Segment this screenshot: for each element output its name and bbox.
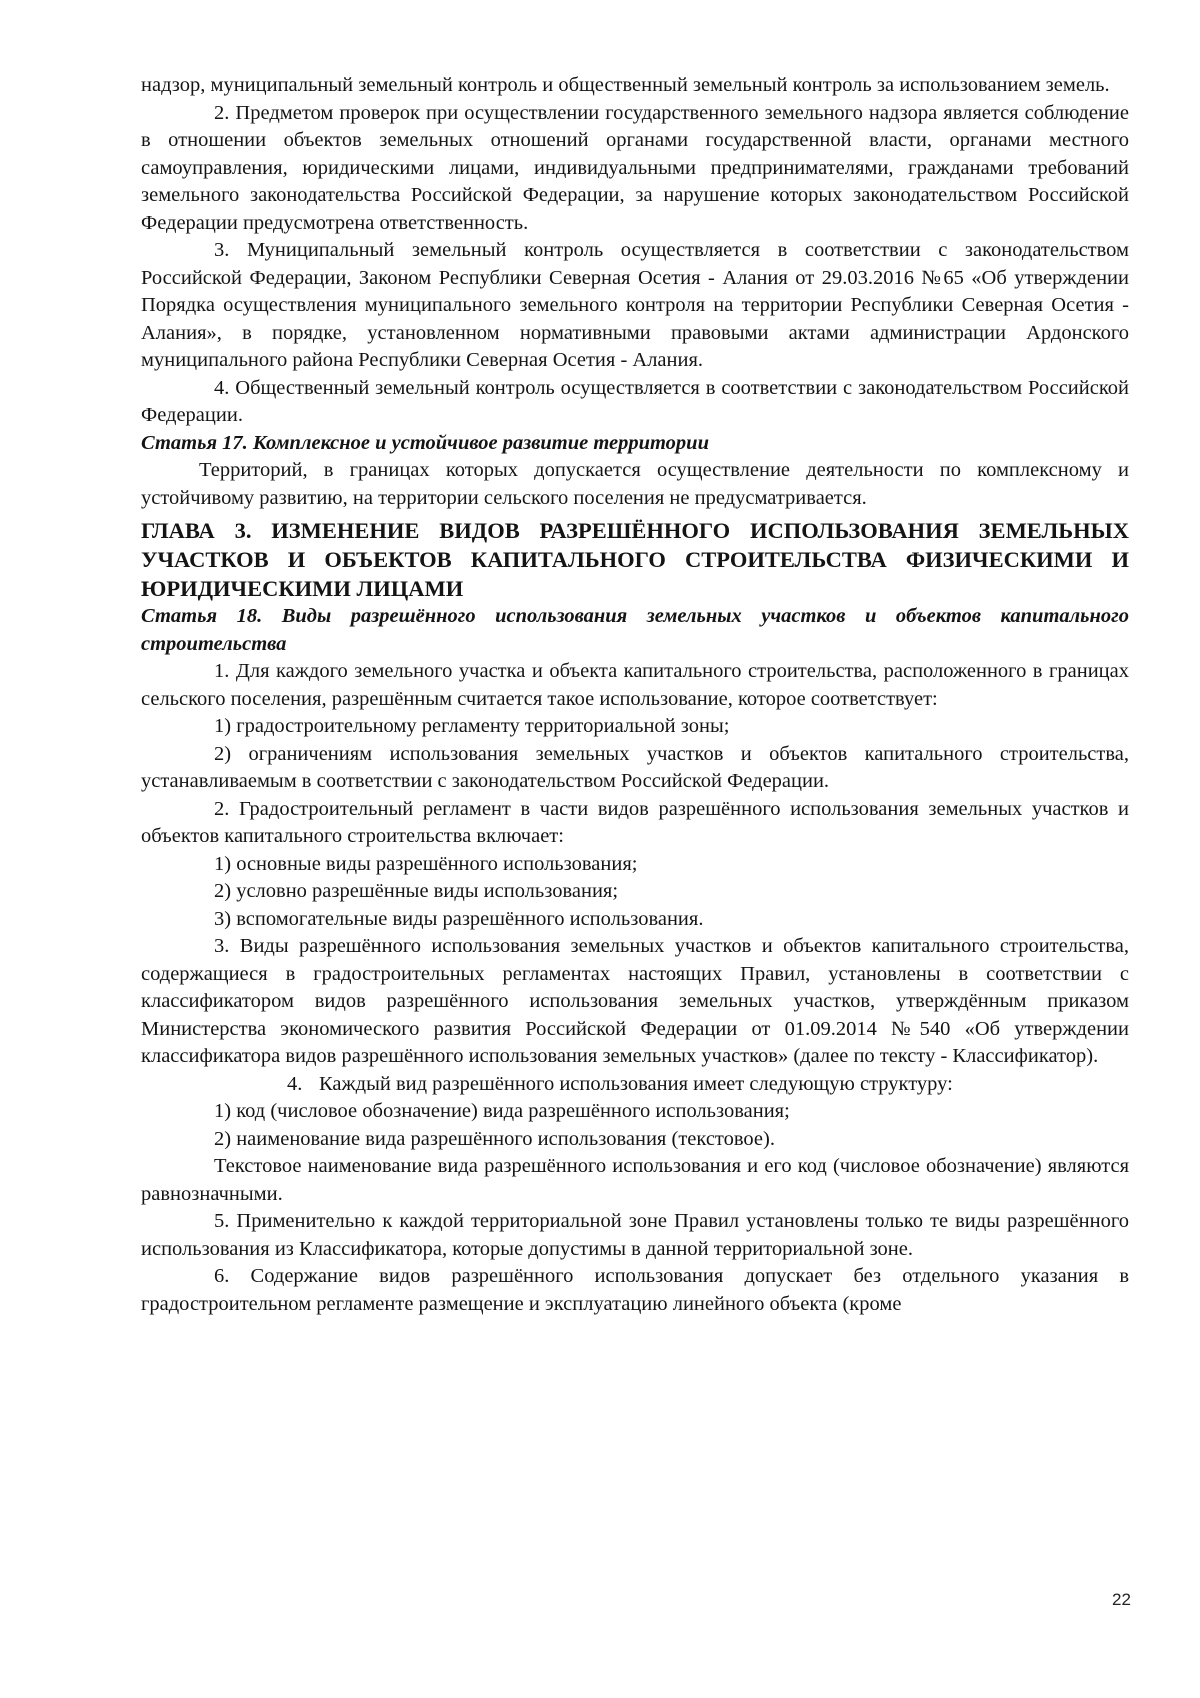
- chapter-heading: ГЛАВА 3. ИЗМЕНЕНИЕ ВИДОВ РАЗРЕШЁННОГО ИСПОЛЬЗОВАНИЯ ЗЕМЕЛЬНЫХ УЧАСТКОВ И ОБЪЕКТОВ КАПИТАЛЬНОГО СТРОИТЕЛЬСТВА ФИЗИЧЕСКИМИ И ЮРИДИЧЕСКИМИ ЛИЦАМИ: [141, 518, 1129, 601]
- paragraph: 1) градостроительному регламенту территориальной зоны;: [214, 715, 730, 737]
- numbered-paragraph: [141, 1071, 1129, 1099]
- paragraph: 3. Виды разрешённого использования земельных участков и объектов капитального строительства, содержащиеся в градостроительных регламентах настоящих Правил, установлены в соответствии с классификатором видов разрешённого использования земельных участков, утверждённым приказом Министерства экономического развития Российской Федерации от 01.09.2014 №540 «Об утверждении классификатора видов разрешённого использования земельных участков» (далее по тексту - Классификатор).: [141, 935, 1129, 1067]
- paragraph: 2) наименование вида разрешённого использования (текстовое).: [214, 1127, 775, 1150]
- paragraph: 2. Градостроительный регламент в части видов разрешённого использования земельных участков и объектов капитального строительства включает:: [141, 797, 1129, 847]
- article-heading: Статья 18. Виды разрешённого использования земельных участков и объектов капитального строительства: [141, 605, 1129, 655]
- paragraph: Территорий, в границах которых допускается осуществление деятельности по комплексному и устойчивому развитию, на территории сельского поселения не предусматривается.: [141, 459, 1129, 509]
- paragraph: 1) основные виды разрешённого использования;: [214, 852, 638, 875]
- paragraph: 6. Содержание видов разрешённого использования допускает без отдельного указания в градостроительном регламенте размещение и эксплуатацию линейного объекта (кроме: [141, 1265, 1129, 1315]
- paragraph: Текстовое наименование вида разрешённого использования и его код (числовое обозначение) являются равнозначными.: [141, 1155, 1129, 1205]
- paragraph: 1. Для каждого земельного участка и объекта капитального строительства, расположенного в границах сельского поселения, разрешённым считается такое использование, которое соответствует:: [141, 660, 1129, 710]
- paragraph: 2) ограничениям использования земельных участков и объектов капитального строительства, устанавливаемым в соответствии с законодательством Российской Федерации.: [141, 742, 1129, 792]
- page-number: 22: [1112, 1590, 1131, 1609]
- paragraph: 5. Применительно к каждой территориальной зоне Правил установлены только те виды разрешённого использования из Классификатора, которые допустимы в данной территориальной зоне.: [141, 1210, 1129, 1260]
- paragraph: 2) условно разрешённые виды использования;: [214, 880, 619, 902]
- paragraph: 3. Муниципальный земельный контроль осуществляется в соответствии с законодательством Российской Федерации, Законом Республики Северная Осетия - Алания от 29.03.2016 №65 «Об утверждении Порядка осуществления муниципального земельного контроля на территории Республики Северная Осетия - Алания», в порядке, установленном нормативными правовыми актами администрации Ардонского муниципального района Республики Северная Осетия - Алания.: [141, 239, 1129, 371]
- paragraph: 4. Общественный земельный контроль осуществляется в соответствии с законодательством Российской Федерации.: [141, 376, 1129, 426]
- document-body: [141, 72, 1129, 1318]
- paragraph: 1) код (числовое обозначение) вида разрешённого использования;: [214, 1100, 790, 1122]
- paragraph: надзор, муниципальный земельный контроль и общественный земельный контроль за использованием земель.: [141, 74, 1110, 96]
- paragraph: 2. Предметом проверок при осуществлении государственного земельного надзора является соблюдение в отношении объектов земельных отношений органами государственной власти, органами местного самоуправления, юридическими лицами, индивидуальными предпринимателями, гражданами требований земельного законодательства Российской Федерации, за нарушение которых законодательством Российской Федерации предусмотрена ответственность.: [141, 101, 1129, 234]
- paragraph-number: 4.: [287, 1072, 303, 1095]
- paragraph-text: Каждый вид разрешённого использования имеет следующую структуру:: [319, 1072, 953, 1095]
- paragraph: 3) вспомогательные виды разрешённого использования.: [214, 907, 704, 930]
- article-heading: Статья 17. Комплексное и устойчивое развитие территории: [141, 431, 709, 454]
